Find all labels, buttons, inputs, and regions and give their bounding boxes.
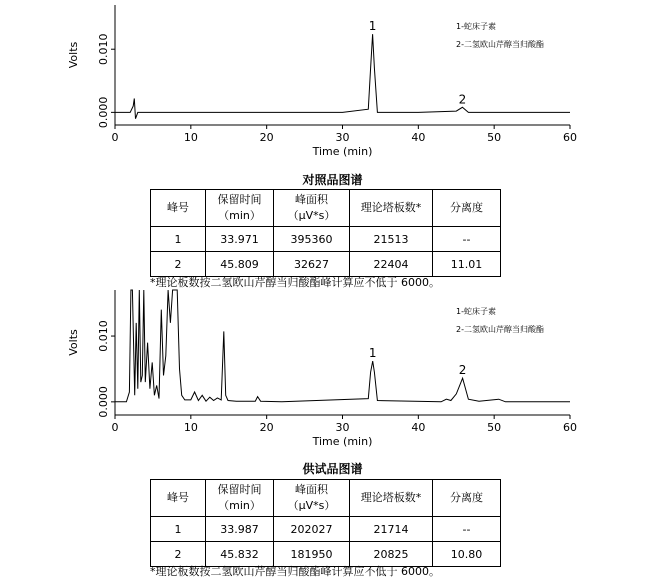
table-cell: 181950 (274, 542, 350, 567)
y-axis-title: Volts (67, 41, 80, 69)
header-resolution: 分离度 (433, 190, 501, 227)
table-cell: 2 (151, 252, 206, 277)
table-footnote: *理论板数按二氢欧山芹醇当归酸酯峰计算应不低于 6000。 (150, 565, 440, 578)
header-theoretical-plates: 理论塔板数* (350, 190, 433, 227)
legend-entry: 1-蛇床子素 (456, 22, 496, 31)
table-header-row (151, 190, 501, 227)
table-row (151, 517, 501, 542)
header-peak-area: 峰面积 （μV*s） (274, 480, 350, 517)
table-cell: 11.01 (433, 252, 501, 277)
peak-annotation: 2 (458, 92, 467, 107)
x-tick-label: 10 (183, 421, 198, 434)
y-tick-label: 0.000 (97, 96, 110, 129)
header-peak-number: 峰号 (151, 480, 206, 517)
x-tick-label: 50 (487, 421, 502, 434)
legend-entry: 2-二氢欧山芹醇当归酸酯 (456, 325, 544, 334)
peak-annotation: 1 (368, 19, 377, 34)
table-cell: 45.832 (206, 542, 274, 567)
table-cell: 395360 (274, 227, 350, 252)
table-cell: 202027 (274, 517, 350, 542)
reference-chart-caption: 对照品图谱 (302, 173, 363, 187)
header-theoretical-plates: 理论塔板数* (350, 480, 433, 517)
chromatogram-trace (115, 290, 570, 402)
table-cell: 20825 (350, 542, 433, 567)
header-resolution: 分离度 (433, 480, 501, 517)
sample-peak-table (150, 479, 501, 567)
table-cell: -- (433, 517, 501, 542)
table-cell: 21714 (350, 517, 433, 542)
table-footnote: *理论板数按二氢欧山芹醇当归酸酯峰计算应不低于 6000。 (150, 276, 440, 289)
header-peak-area: 峰面积 （μV*s） (274, 190, 350, 227)
table-cell: -- (433, 227, 501, 252)
y-axis-title: Volts (67, 329, 80, 356)
table-row (151, 227, 501, 252)
table-cell: 32627 (274, 252, 350, 277)
reference-peak-table (150, 189, 501, 277)
table-cell: 33.987 (206, 517, 274, 542)
legend-entry: 1-蛇床子素 (456, 307, 496, 316)
x-tick-label: 20 (259, 421, 274, 434)
table-cell: 2 (151, 542, 206, 567)
x-tick-label: 30 (335, 421, 350, 434)
header-peak-number: 峰号 (151, 190, 206, 227)
x-tick-label: 60 (563, 131, 577, 144)
table-cell: 22404 (350, 252, 433, 277)
table-cell: 21513 (350, 227, 433, 252)
x-tick-label: 50 (487, 131, 502, 144)
sample-chromatogram (0, 285, 665, 455)
y-tick-label: 0.010 (97, 320, 110, 352)
table-cell: 1 (151, 227, 206, 252)
y-tick-label: 0.010 (97, 33, 110, 65)
sample-chart-caption: 供试品图谱 (302, 462, 363, 476)
y-tick-label: 0.000 (97, 386, 110, 418)
x-tick-label: 10 (183, 131, 198, 144)
x-tick-label: 0 (111, 131, 119, 144)
table-cell: 45.809 (206, 252, 274, 277)
header-retention-time: 保留时间 （min） (206, 190, 274, 227)
table-row (151, 252, 501, 277)
table-header-row (151, 480, 501, 517)
x-tick-label: 20 (259, 131, 274, 144)
legend-entry: 2-二氢欧山芹醇当归酸酯 (456, 40, 544, 49)
table-cell: 1 (151, 517, 206, 542)
x-tick-label: 30 (335, 131, 350, 144)
peak-annotation: 1 (368, 346, 377, 361)
x-tick-label: 40 (411, 421, 426, 434)
table-cell: 33.971 (206, 227, 274, 252)
x-tick-label: 0 (111, 421, 119, 434)
x-axis-title: Time (min) (312, 145, 373, 158)
x-tick-label: 40 (411, 131, 426, 144)
x-tick-label: 60 (563, 421, 577, 434)
table-cell: 10.80 (433, 542, 501, 567)
reference-chromatogram (0, 0, 665, 160)
x-axis-title: Time (min) (312, 435, 373, 448)
header-retention-time: 保留时间 （min） (206, 480, 274, 517)
peak-annotation: 2 (458, 363, 467, 378)
